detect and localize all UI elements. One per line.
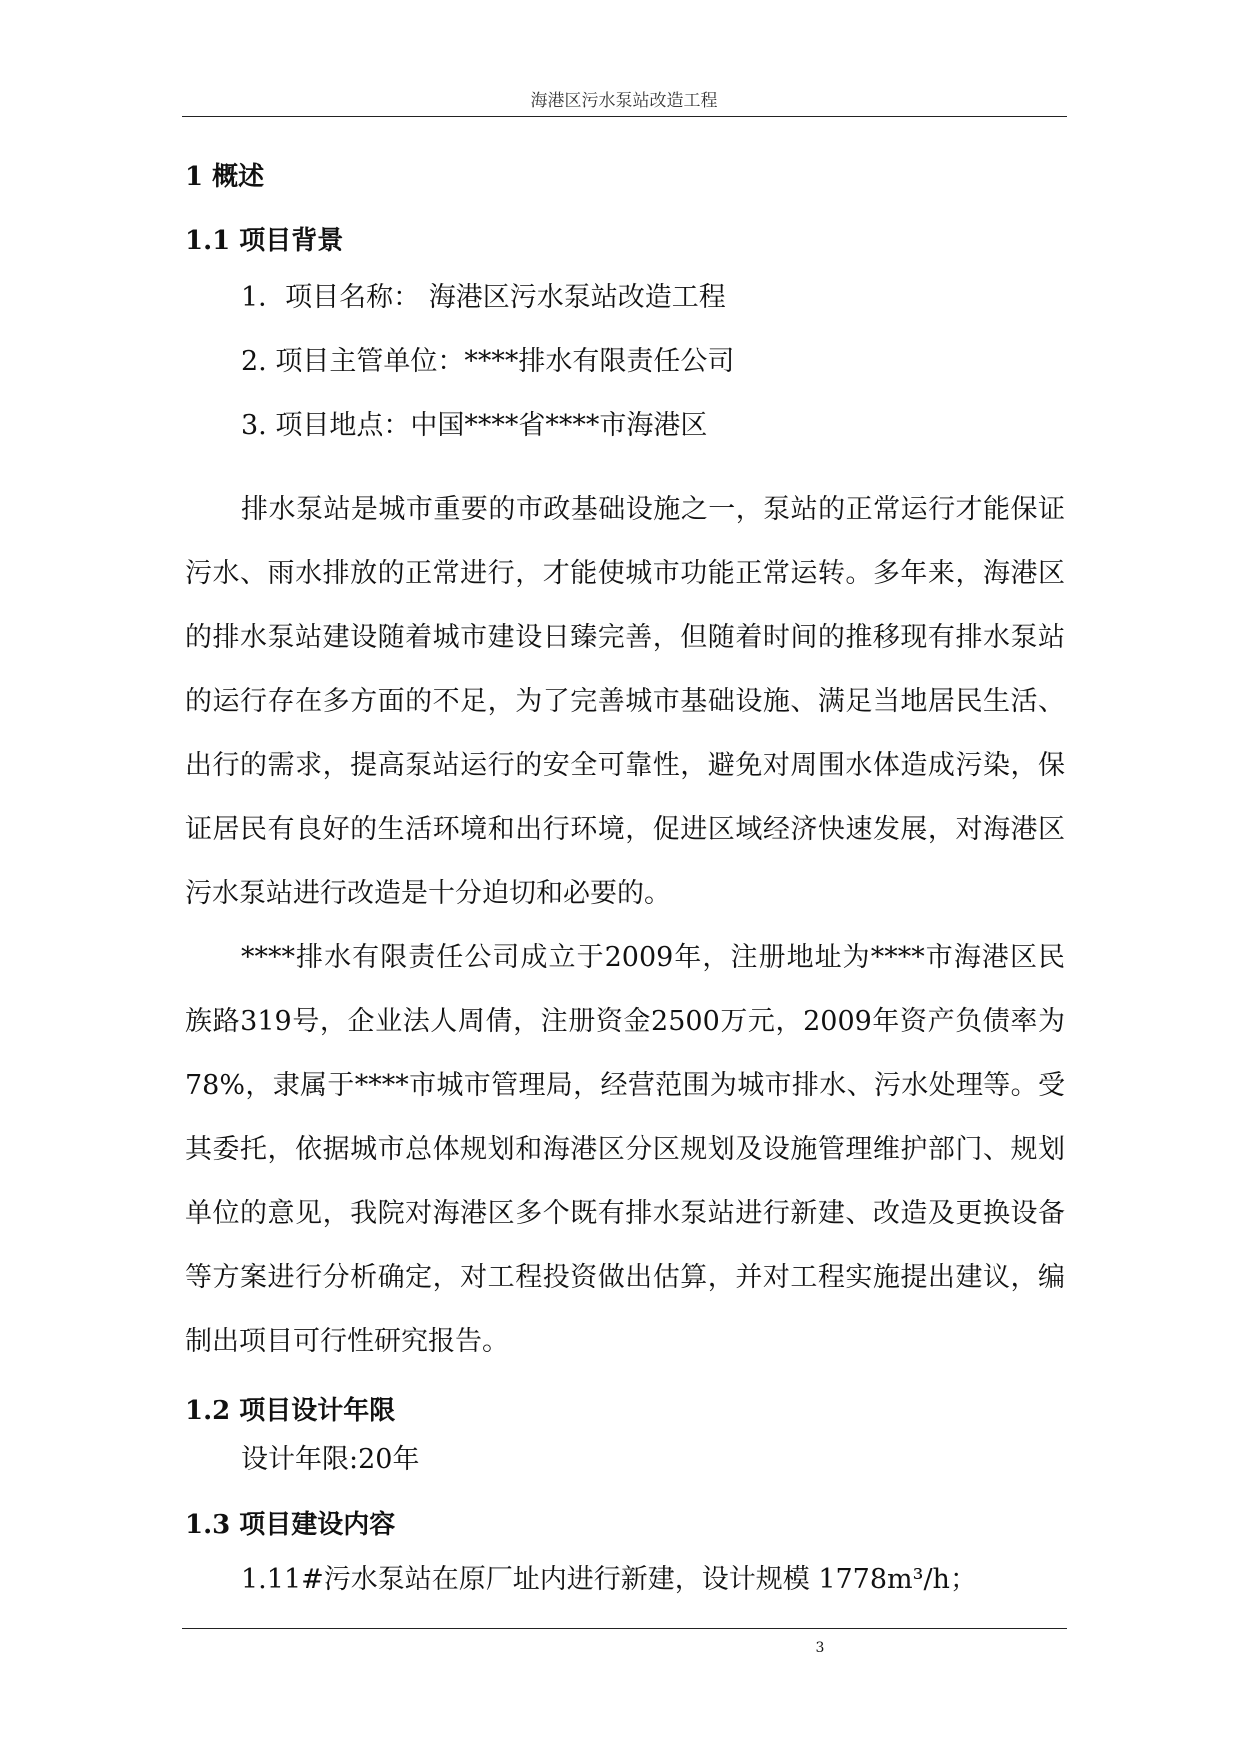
running-header: 海港区污水泵站改造工程 <box>530 91 718 111</box>
project-name-item: 1．项目名称： 海港区污水泵站改造工程 <box>241 282 726 313</box>
design-period-text: 设计年限:20年 <box>241 1444 420 1475</box>
page-number: 3 <box>815 1640 825 1656</box>
company-paragraph: ****排水有限责任公司成立于2009年，注册地址为****市海港区民族路319号，企业法人周倩，注册资金2500万元，2009年资产负债率为78%，隶属于****市城市管理局，经营范围为城市排水、污水处理等。受其委托，依据城市总体规划和海港区分区规划及设施管理维护部门、规划单位的意见，我院对海港区多个既有排水泵站进行新建、改造及更换设备等方案进行分析确定，对工程投资做出估算，并对工程实施提出建议，编制出项目可行性研究报告。 <box>185 942 1065 1357</box>
section-1-2-title: 1.2 项目设计年限 <box>185 1396 396 1426</box>
chapter-title: 1 概述 <box>185 162 265 192</box>
construction-content-item: 1.11#污水泵站在原厂址内进行新建，设计规模 1778m³/h； <box>241 1564 977 1595</box>
project-authority-item: 2. 项目主管单位：****排水有限责任公司 <box>241 346 735 377</box>
background-paragraph: 排水泵站是城市重要的市政基础设施之一，泵站的正常运行才能保证污水、雨水排放的正常进行，才能使城市功能正常运转。多年来，海港区的排水泵站建设随着城市建设日臻完善，但随着时间的推移现有排水泵站的运行存在多方面的不足，为了完善城市基础设施、满足当地居民生活、出行的需求，提高泵站运行的安全可靠性，避免对周围水体造成污染，保证居民有良好的生活环境和出行环境，促进区域经济快速发展，对海港区污水泵站进行改造是十分迫切和必要的。 <box>185 494 1065 909</box>
section-1-1-title: 1.1 项目背景 <box>185 226 344 256</box>
page-content <box>185 160 1065 1600</box>
project-location-item: 3. 项目地点：中国****省****市海港区 <box>241 410 708 441</box>
footer-divider <box>182 1628 1067 1629</box>
section-1-3-title: 1.3 项目建设内容 <box>185 1510 396 1540</box>
header-divider <box>182 116 1067 117</box>
